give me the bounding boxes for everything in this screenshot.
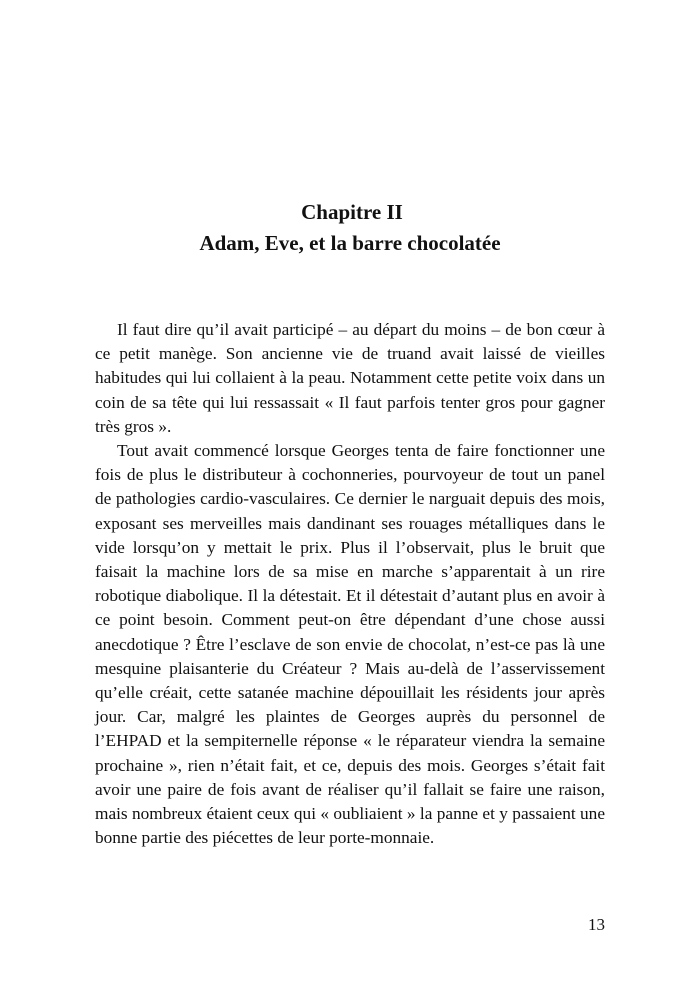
chapter-number: Chapitre II xyxy=(301,200,403,224)
chapter-heading xyxy=(100,198,600,257)
paragraph: Tout avait commencé lorsque Georges tenta de faire fonctionner une fois de plus le distributeur à cochonneries, pourvoyeur de tout un panel de pathologies cardio-vasculaires. Ce dernier le narguait depuis des mois, exposant ses merveilles mais dandinant ses rouages métalliques dans le vide lorsqu’on y mettait le prix. Plus il l’observait, plus le bruit que faisait la machine lors de sa mise en marche s’apparentait à un rire robotique diabolique. Il la détestait. Et il détestait d’autant plus en avoir à ce point besoin. Comment peut-on être dépendant d’une chose aussi anecdotique ? Être l’esclave de son envie de chocolat, n’est-ce pas là une mesquine plaisanterie du Créateur ? Mais au-delà de l’asservissement qu’elle créait, cette satanée machine dépouillait les résidents jour après jour. Car, malgré les plaintes de Georges auprès du personnel de l’EHPAD et la sempiternelle réponse « le réparateur viendra la semaine prochaine », rien n’était fait, et ce, depuis des mois. Georges s’était fait avoir une paire de fois avant de réaliser qu’il fallait se faire une raison, mais nombreux étaient ceux qui « oubliaient » la panne et y passaient une bonne partie des piécettes de leur porte-monnaie. xyxy=(95,441,605,848)
body-text xyxy=(95,318,605,850)
page-number: 13 xyxy=(588,915,605,934)
chapter-title: Adam, Eve, et la barre chocolatée xyxy=(199,231,501,255)
paragraph: Il faut dire qu’il avait participé – au départ du moins – de bon cœur à ce petit manège. Son ancienne vie de truand avait laissé de vieilles habitudes qui lui collaient à la peau. Notamment cette petite voix dans un coin de sa tête qui lui ressassait « Il faut parfois tenter gros pour gagner très gros ». xyxy=(95,320,605,436)
